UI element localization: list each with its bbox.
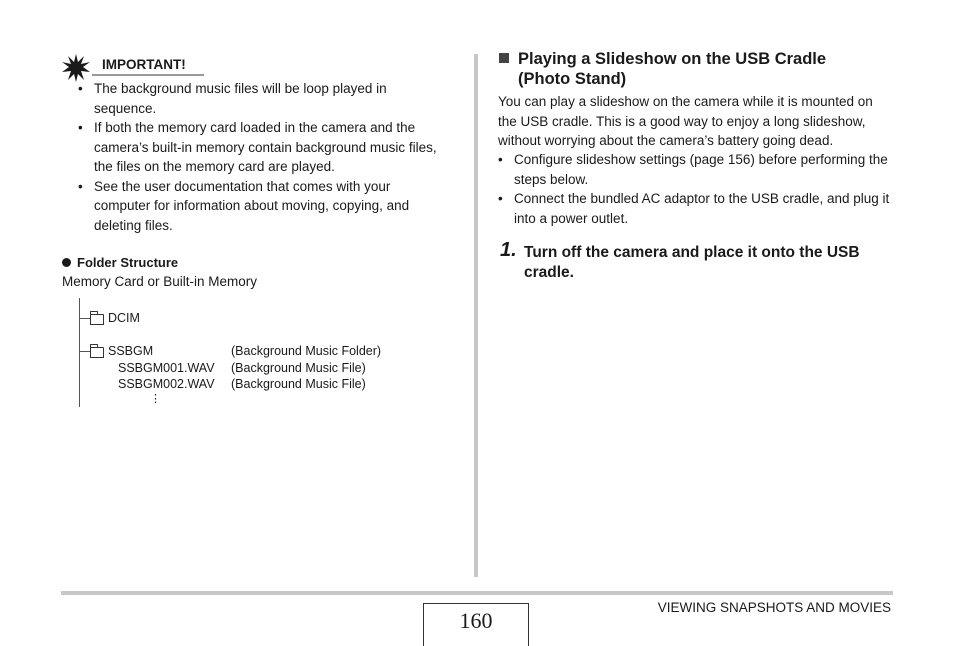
list-item: • See the user documentation that comes with your computer for information about moving, copying, and deleting files. — [78, 177, 450, 236]
list-item: • If both the memory card loaded in the camera and the camera’s built-in memory contain background music files, the files on the memory card are played. — [78, 118, 450, 177]
tree-file-1: SSBGM001.WAV — [118, 361, 215, 375]
section-heading-line2: (Photo Stand) — [518, 70, 627, 88]
footer-rule — [61, 591, 893, 595]
list-item: • Configure slideshow settings (page 156) before performing the steps below. — [498, 150, 893, 189]
tree-file-2: SSBGM002.WAV — [118, 377, 215, 391]
important-bullet-list — [78, 79, 450, 235]
list-item: • Connect the bundled AC adaptor to the USB cradle, and plug it into a power outlet. — [498, 189, 893, 228]
tree-ellipsis: ⋮ — [150, 393, 161, 405]
important-label: IMPORTANT! — [102, 57, 186, 72]
section-intro-paragraph: You can play a slideshow on the camera while it is mounted on the USB cradle. This is a good way to enjoy a long slideshow, without worrying about the camera’s battery going dead. — [498, 94, 873, 148]
tree-folder-ssbgm: SSBGM — [108, 344, 154, 358]
important-burst-icon — [62, 54, 90, 82]
footer-section-title: VIEWING SNAPSHOTS AND MOVIES — [657, 600, 891, 615]
tree-folder-dcim: DCIM — [108, 311, 140, 325]
tree-file-2-desc: (Background Music File) — [231, 377, 366, 391]
folder-icon — [90, 314, 104, 325]
tree-branch-line — [80, 318, 90, 319]
list-item: • The background music files will be loop played in sequence. — [78, 79, 450, 118]
tree-file-1-desc: (Background Music File) — [231, 361, 366, 375]
step-text: Turn off the camera and place it onto the USB cradle. — [524, 244, 860, 281]
folder-structure-heading: Folder Structure — [62, 255, 178, 270]
section-bullet-list — [498, 150, 893, 228]
folder-structure-subtitle: Memory Card or Built-in Memory — [62, 274, 258, 289]
step-number: 1. — [500, 239, 517, 261]
square-bullet-icon — [499, 53, 509, 63]
page-number: 160 — [459, 608, 493, 633]
important-underline — [92, 74, 204, 76]
column-divider — [474, 54, 478, 577]
tree-folder-ssbgm-desc: (Background Music Folder) — [231, 344, 382, 358]
tree-branch-line — [80, 351, 90, 352]
folder-icon — [90, 347, 104, 358]
bullet-dot-icon — [62, 258, 71, 267]
tree-trunk-line — [79, 298, 80, 407]
section-heading: Playing a Slideshow on the USB Cradle — [499, 49, 899, 69]
